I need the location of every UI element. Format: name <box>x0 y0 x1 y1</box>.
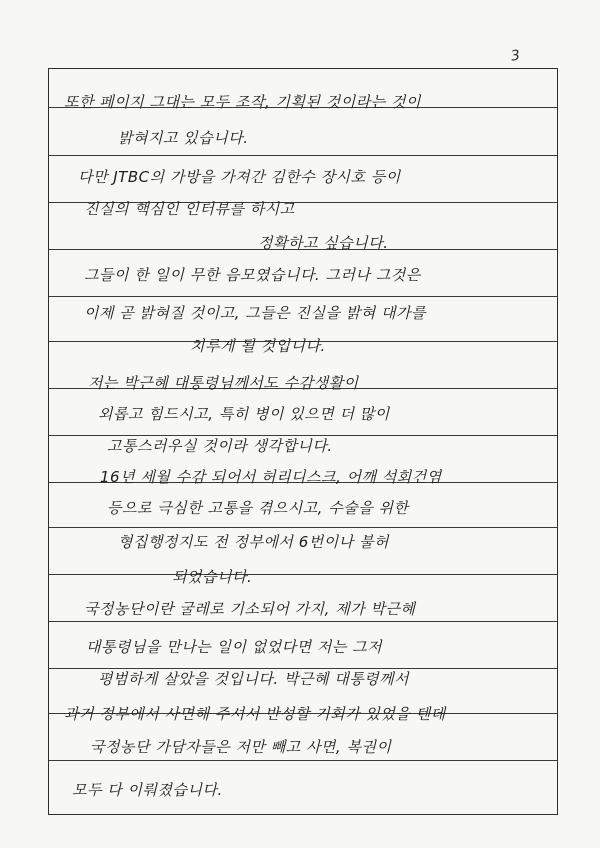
text-line: 그들이 한 일이 무한 음모였습니다. 그러나 그것은 <box>84 266 421 284</box>
text-line: 외롭고 힘드시고, 특히 병이 있으면 더 많이 <box>98 405 390 423</box>
rule-line <box>49 296 557 297</box>
text-line: 진실의 핵심인 인터뷰를 하시고 <box>84 200 295 218</box>
rule-line <box>49 760 557 761</box>
text-line: 다만 JTBC의 가방을 가져간 김한수 장시호 등이 <box>78 168 401 186</box>
text-line: 치루게 될 것입니다. <box>190 337 326 355</box>
text-line: 되었습니다. <box>172 568 253 586</box>
text-line: 등으로 극심한 고통을 겪으시고, 수술을 위한 <box>107 499 409 517</box>
text-line: 과거 정부에서 사면해 주셔서 반성할 기회가 있었을 텐데 <box>64 705 446 723</box>
text-line: 평범하게 살았을 것입니다. 박근혜 대통령께서 <box>98 670 410 688</box>
text-line: 이제 곧 밝혀질 것이고, 그들은 진실을 밝혀 대가를 <box>84 304 426 322</box>
text-line: 모두 다 이뤄졌습니다. <box>72 781 223 799</box>
text-line: 고통스러우실 것이라 생각합니다. <box>107 437 333 455</box>
rule-line <box>49 155 557 156</box>
text-line: 저는 박근혜 대통령님께서도 수감생활이 <box>88 374 359 392</box>
rule-line <box>49 574 557 575</box>
text-line: 16년 세월 수감 되어서 허리디스크, 어깨 석회건염 <box>100 468 442 486</box>
text-line: 또한 페이지 그대는 모두 조작, 기획된 것이라는 것이 <box>64 93 421 111</box>
text-line: 밝혀지고 있습니다. <box>118 129 249 147</box>
text-line: 대통령님을 만나는 일이 없었다면 저는 그저 <box>86 638 383 656</box>
text-line: 국정농단이란 굴레로 기소되어 가지, 제가 박근혜 <box>84 600 416 618</box>
page-number: 3 <box>509 47 521 65</box>
rule-line <box>49 527 557 528</box>
text-line: 정확하고 싶습니다. <box>258 234 389 252</box>
text-line: 형집행정지도 전 정부에서 6번이나 불허 <box>118 533 389 551</box>
text-line: 국정농단 가담자들은 저만 빼고 사면, 복권이 <box>90 738 392 756</box>
rule-line <box>49 621 557 622</box>
